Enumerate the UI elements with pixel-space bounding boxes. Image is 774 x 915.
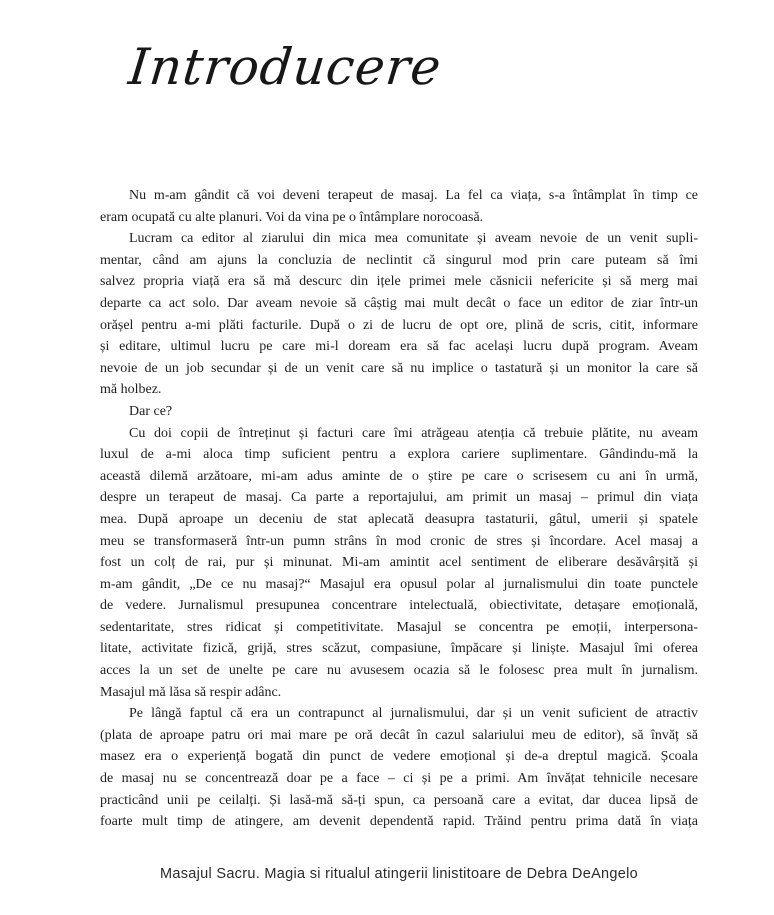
text-line: masez era o experiență bogată din punct de vedere emoțional și de-a dreptul magică. Școala	[100, 749, 698, 765]
text-line: mă holbez.	[100, 382, 162, 398]
paragraph	[100, 228, 698, 401]
text-line: Nu m-am gândit că voi deveni terapeut de masaj. La fel ca viața, s-a întâmplat în timp ce	[129, 188, 698, 203]
text-line: litate, activitate fizică, grijă, stres scăzut, compasiune, împăcare și liniște. Masajul îmi oferea	[100, 641, 698, 657]
paragraph	[100, 185, 698, 228]
text-line: departe ca act solo. Dar aveam nevoie să câștig mai mult decât o face un editor de ziar într-un	[100, 295, 698, 311]
book-caption: Masajul Sacru. Magia si ritualul atingerii linistitoare de Debra DeAngelo	[159, 866, 639, 882]
text-line: mea. După aproape un deceniu de stat aplecată deasupra tastaturii, gâtul, umerii și spatele	[100, 511, 698, 527]
text-line: (plata de aproape patru ori mai mare pe oră decât în cazul salariului meu de editor), să învăț să	[100, 727, 698, 743]
text-line: nevoie de un job secundar și de un venit care să nu implice o tastatură și un monitor la care să	[100, 360, 698, 376]
text-line: Masajul mă lăsa să respir adânc.	[100, 684, 282, 700]
text-block	[100, 185, 698, 833]
paragraph	[100, 401, 698, 423]
text-line: Pe lângă faptul că era un contrapunct al jurnalismului, dar și un venit suficient de atractiv	[129, 706, 698, 722]
text-line: și editare, ultimul lucru pe care mi-l doream era să fac același lucru după program. Aveam	[100, 339, 698, 355]
text-line: Lucram ca editor al ziarului din mica mea comunitate și aveam nevoie de un venit supli-	[129, 231, 698, 247]
text-line: de vedere. Jurnalismul presupunea concentrare intelectuală, obiectivitate, detașare emoțională,	[100, 598, 698, 614]
text-line: fost un colț de rai, pur și minunat. Mi-am amintit acel sentiment de eliberare desăvârșită și	[100, 555, 698, 571]
text-line: meu se transformaseră într-un pumn strâns în mod cronic de stres și încordare. Acel masaj a	[100, 533, 698, 549]
text-line: practicând unii pe ceilalți. Și lasă-mă să-ți spun, ca persoană care a evitat, dar ducea lipsă de	[100, 792, 698, 808]
chapter-title: Introducere	[126, 38, 445, 96]
text-line: mentar, când am ajuns la concluzia de neclintit că singurul mod prin care puteam să îmi	[100, 252, 698, 268]
text-line: orășel pentru a-mi plăti facturile. După o zi de lucru de opt ore, plină de scris, citit, informare	[100, 317, 698, 333]
text-line: această dilemă arzătoare, mi-am adus aminte de o știre pe care o scrisesem cu ani în urmă,	[100, 468, 698, 484]
text-line: m-am gândit, „De ce nu masaj?“ Masajul era opusul polar al jurnalismului din toate punctele	[100, 576, 698, 592]
text-line: eram ocupată cu alte planuri. Voi da vina pe o întâmplare norocoasă.	[100, 209, 484, 225]
text-line: salvez propria viață era să mă descurc din ițele primei mele căsnicii nefericite și să merg mai	[100, 274, 698, 290]
paragraph	[100, 423, 698, 704]
text-line: despre un terapeut de masaj. Ca parte a reportajului, am primit un masaj – primul din viața	[100, 490, 698, 506]
text-line: luxul de a-mi aloca timp suficient pentru a explora cariere suplimentare. Gândindu-mă la	[100, 447, 698, 463]
text-line: Dar ce?	[129, 403, 173, 419]
text-line: sedentaritate, stres ridicat și competitivitate. Masajul se concentra pe emoții, interpersona-	[100, 619, 698, 635]
text-line: foarte mult timp de atingere, am devenit dependentă rapid. Trăind pentru prima dată în viața	[100, 814, 698, 830]
paragraph	[100, 703, 698, 833]
text-line: Cu doi copii de întreținut și facturi care îmi atrăgeau atenția că trebuie plătite, nu aveam	[129, 425, 698, 441]
text-line: acces la un set de unelte pe care nu avusesem ocazia să le folosesc prea mult în jurnalism.	[100, 663, 698, 679]
text-line: de masaj nu se concentrează doar pe a face – ci și pe a primi. Am învățat tehnicile necesare	[100, 771, 698, 787]
